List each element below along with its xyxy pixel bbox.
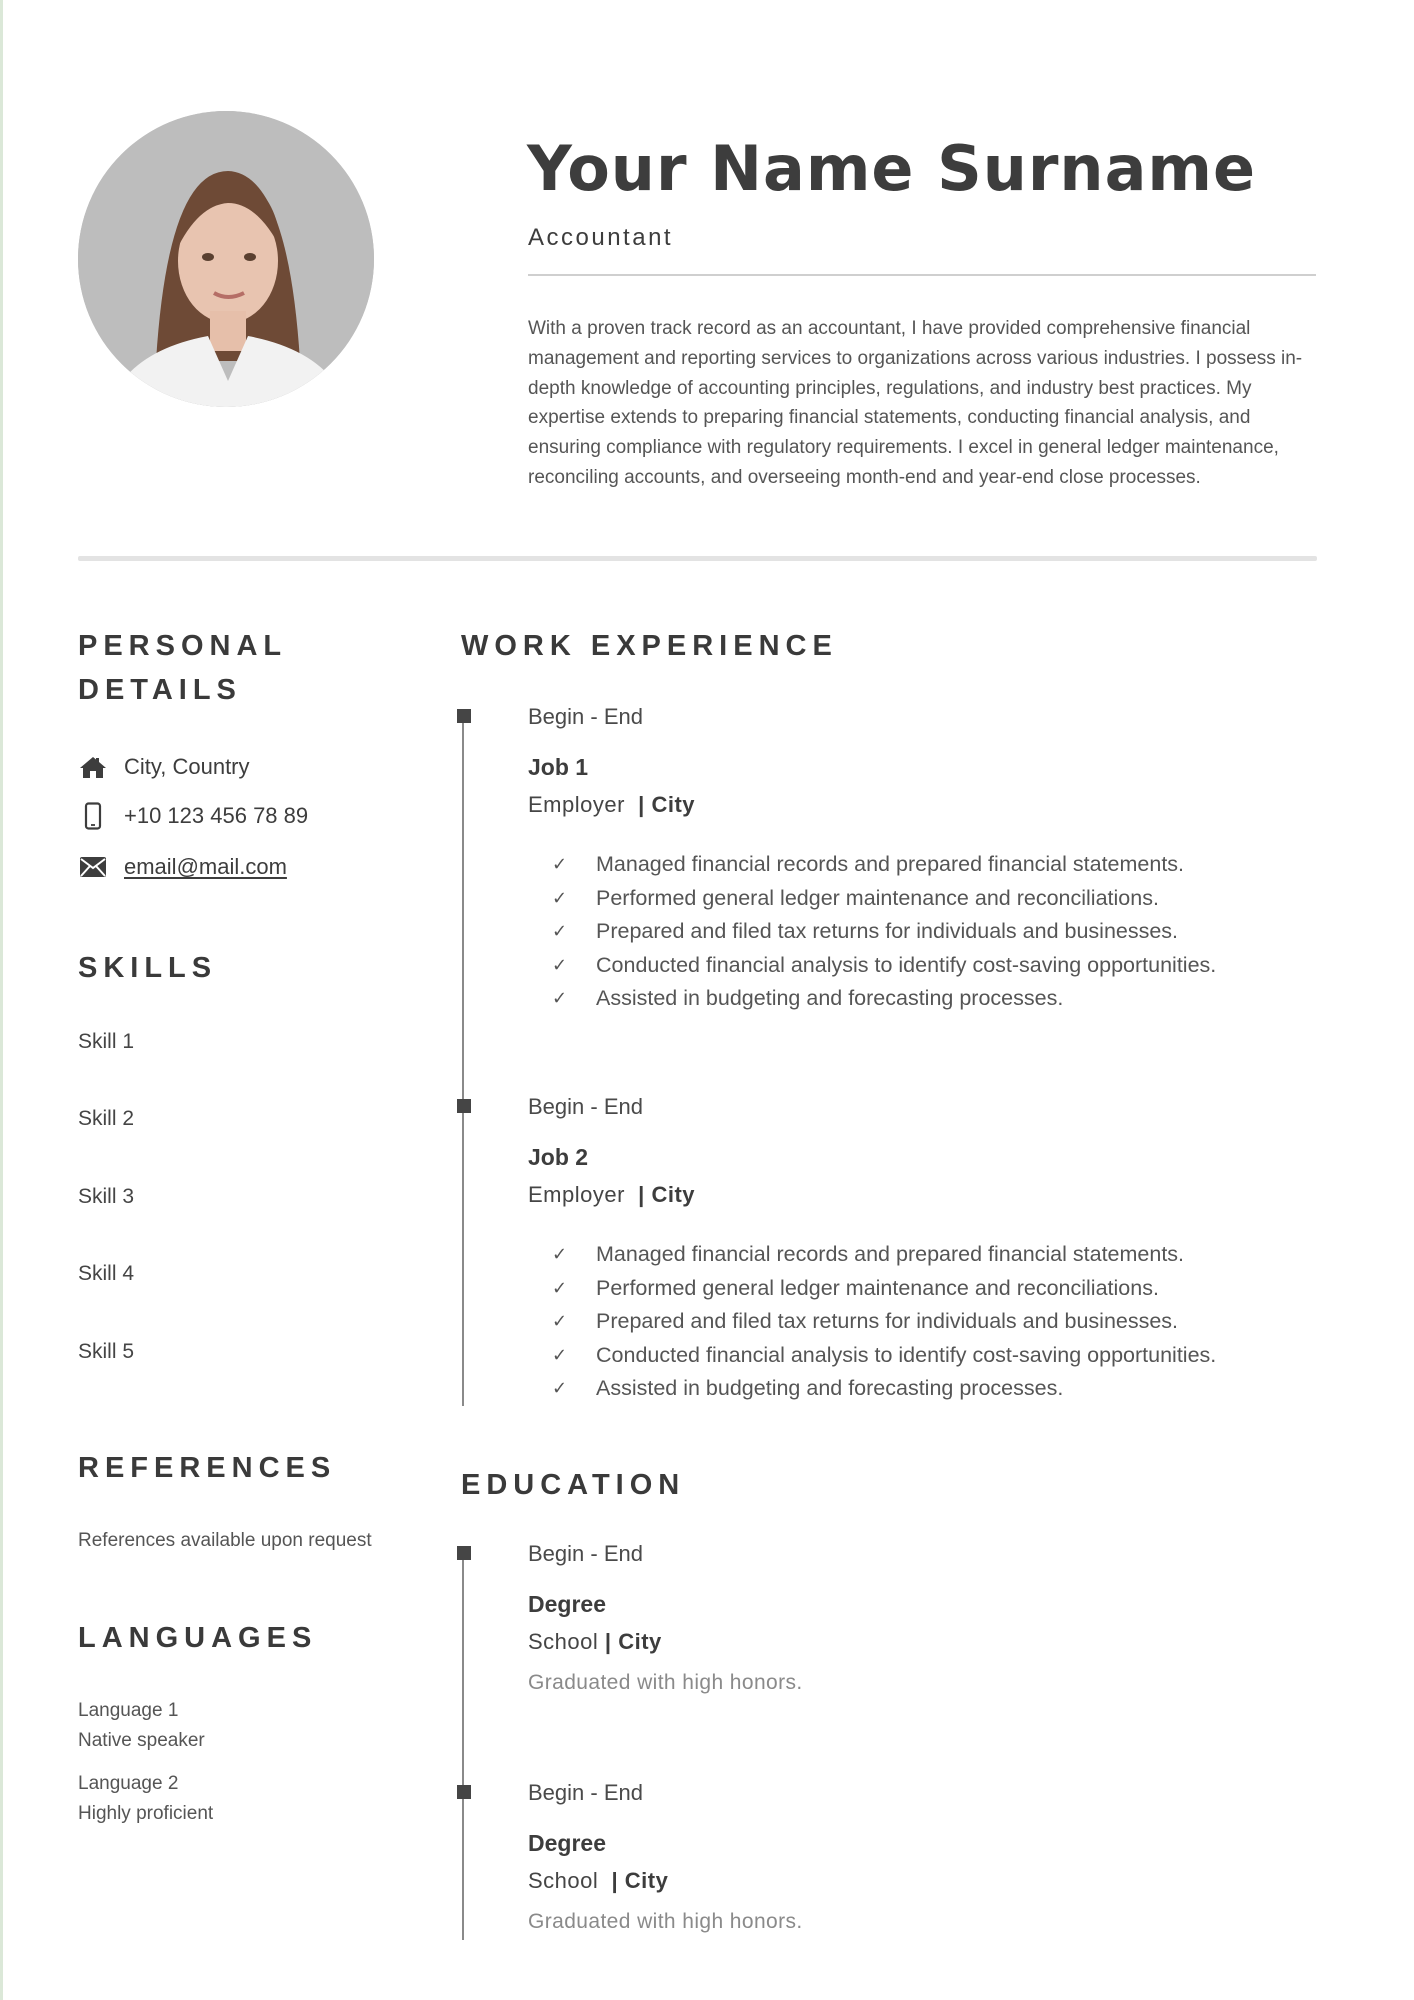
references-text: References available upon request [78, 1530, 372, 1551]
timeline-marker [457, 1785, 471, 1799]
responsibility-text: Assisted in budgeting and forecasting processes. [596, 1376, 1064, 1401]
profile-photo [78, 111, 374, 407]
language-level: Native speaker [78, 1730, 205, 1751]
education-heading: EDUCATION [461, 1469, 686, 1501]
checkmark-icon: ✓ [552, 887, 568, 908]
page-edge [0, 0, 3, 2000]
school-city [528, 1629, 662, 1655]
responsibility-item [552, 1372, 1216, 1406]
responsibility-text: Conducted financial analysis to identify cost-saving opportunities. [596, 1342, 1217, 1367]
heading-line: DETAILS [78, 674, 242, 706]
heading-line: PERSONAL [78, 630, 288, 662]
job-employer-city [528, 792, 695, 818]
responsibility-item [552, 949, 1216, 983]
education-note: Graduated with high honors. [528, 1910, 803, 1933]
education-dates: Begin - End [528, 1541, 643, 1566]
checkmark-icon: ✓ [552, 1277, 568, 1298]
responsibility-text: Assisted in budgeting and forecasting processes. [596, 986, 1064, 1011]
separator: | [638, 792, 645, 817]
education-timeline-line [462, 1554, 464, 1940]
education-note: Graduated with high honors. [528, 1671, 803, 1694]
responsibility-item [552, 982, 1216, 1016]
checkmark-icon: ✓ [552, 1378, 568, 1399]
job-dates: Begin - End [528, 704, 643, 729]
home-icon [78, 752, 108, 782]
school-city-name: City [618, 1629, 662, 1654]
checkmark-icon: ✓ [552, 921, 568, 942]
job-responsibilities [552, 1238, 1216, 1406]
skills-heading: SKILLS [78, 952, 218, 984]
detail-phone [78, 801, 308, 831]
school-city [528, 1868, 668, 1894]
email-link[interactable]: email@mail.com [124, 854, 287, 879]
checkmark-icon: ✓ [552, 988, 568, 1009]
job-city: City [651, 1182, 695, 1207]
job-title: Job 2 [528, 1144, 589, 1170]
responsibility-item [552, 1339, 1216, 1373]
timeline-marker [457, 1099, 471, 1113]
checkmark-icon: ✓ [552, 854, 568, 875]
responsibility-text: Managed financial records and prepared financial statements. [596, 1242, 1185, 1267]
school-city-name: City [624, 1868, 669, 1893]
responsibility-text: Performed general ledger maintenance and reconciliations. [596, 885, 1159, 910]
job-dates: Begin - End [528, 1094, 643, 1119]
portrait-illustration [78, 111, 374, 407]
location-text: City, Country [124, 754, 250, 779]
section-divider [78, 556, 1317, 561]
responsibility-item [552, 915, 1216, 949]
separator: | [638, 1182, 645, 1207]
education-dates: Begin - End [528, 1780, 643, 1805]
languages-heading: LANGUAGES [78, 1622, 318, 1654]
job-responsibilities [552, 848, 1216, 1016]
candidate-name: Your Name Surname [527, 132, 1257, 205]
candidate-title: Accountant [528, 224, 674, 251]
responsibility-text: Conducted financial analysis to identify cost-saving opportunities. [596, 952, 1217, 977]
skill-item: Skill 5 [78, 1340, 135, 1363]
responsibility-item [552, 882, 1216, 916]
profile-summary: With a proven track record as an accountant, I have provided comprehensive financial management and reporting services to organizations across various industries. I possess in-depth knowledge of accounting principles, regulations, and industry best practices. My expertise extends to preparing financial statements, conducting financial analysis, and ensuring compliance with regulatory requirements. I excel in general ledger maintenance, reconciling accounts, and overseeing month-end and year-end close processes. [528, 318, 1303, 488]
job-employer-city [528, 1182, 695, 1208]
detail-location [78, 752, 250, 782]
language-level: Highly proficient [78, 1803, 214, 1824]
language-item [78, 1769, 213, 1829]
envelope-icon [78, 852, 108, 882]
checkmark-icon: ✓ [552, 1311, 568, 1332]
job-city: City [651, 792, 695, 817]
school-name: School [528, 1868, 599, 1893]
job-title: Job 1 [528, 754, 589, 780]
header-divider [528, 274, 1316, 276]
language-name: Language 2 [78, 1773, 179, 1794]
checkmark-icon: ✓ [552, 1344, 568, 1365]
skill-item: Skill 1 [78, 1030, 135, 1053]
language-item [78, 1696, 205, 1756]
mobile-phone-icon [78, 801, 108, 831]
skill-item: Skill 2 [78, 1107, 135, 1130]
language-name: Language 1 [78, 1700, 179, 1721]
degree-title: Degree [528, 1591, 606, 1617]
employer-name: Employer [528, 1182, 625, 1207]
separator: | [604, 1629, 612, 1654]
work-experience-heading: WORK EXPERIENCE [461, 630, 838, 662]
responsibility-text: Prepared and filed tax returns for individuals and businesses. [596, 919, 1179, 944]
checkmark-icon: ✓ [552, 1244, 568, 1265]
detail-email [78, 852, 287, 882]
skill-item: Skill 3 [78, 1185, 135, 1208]
references-heading: REFERENCES [78, 1452, 337, 1484]
responsibility-text: Prepared and filed tax returns for individuals and businesses. [596, 1309, 1179, 1334]
work-timeline-line [462, 716, 464, 1406]
responsibility-item [552, 1272, 1216, 1306]
responsibility-item [552, 848, 1216, 882]
checkmark-icon: ✓ [552, 954, 568, 975]
timeline-marker [457, 1546, 471, 1560]
responsibility-text: Performed general ledger maintenance and reconciliations. [596, 1275, 1159, 1300]
responsibility-text: Managed financial records and prepared financial statements. [596, 852, 1185, 877]
skill-item: Skill 4 [78, 1262, 135, 1285]
responsibility-item [552, 1238, 1216, 1272]
responsibility-item [552, 1305, 1216, 1339]
degree-title: Degree [528, 1830, 606, 1856]
phone-text: +10 123 456 78 89 [124, 803, 309, 828]
school-name: School [528, 1629, 599, 1654]
personal-details-heading [78, 624, 287, 712]
separator: | [611, 1868, 619, 1893]
timeline-marker [457, 709, 471, 723]
employer-name: Employer [528, 792, 625, 817]
